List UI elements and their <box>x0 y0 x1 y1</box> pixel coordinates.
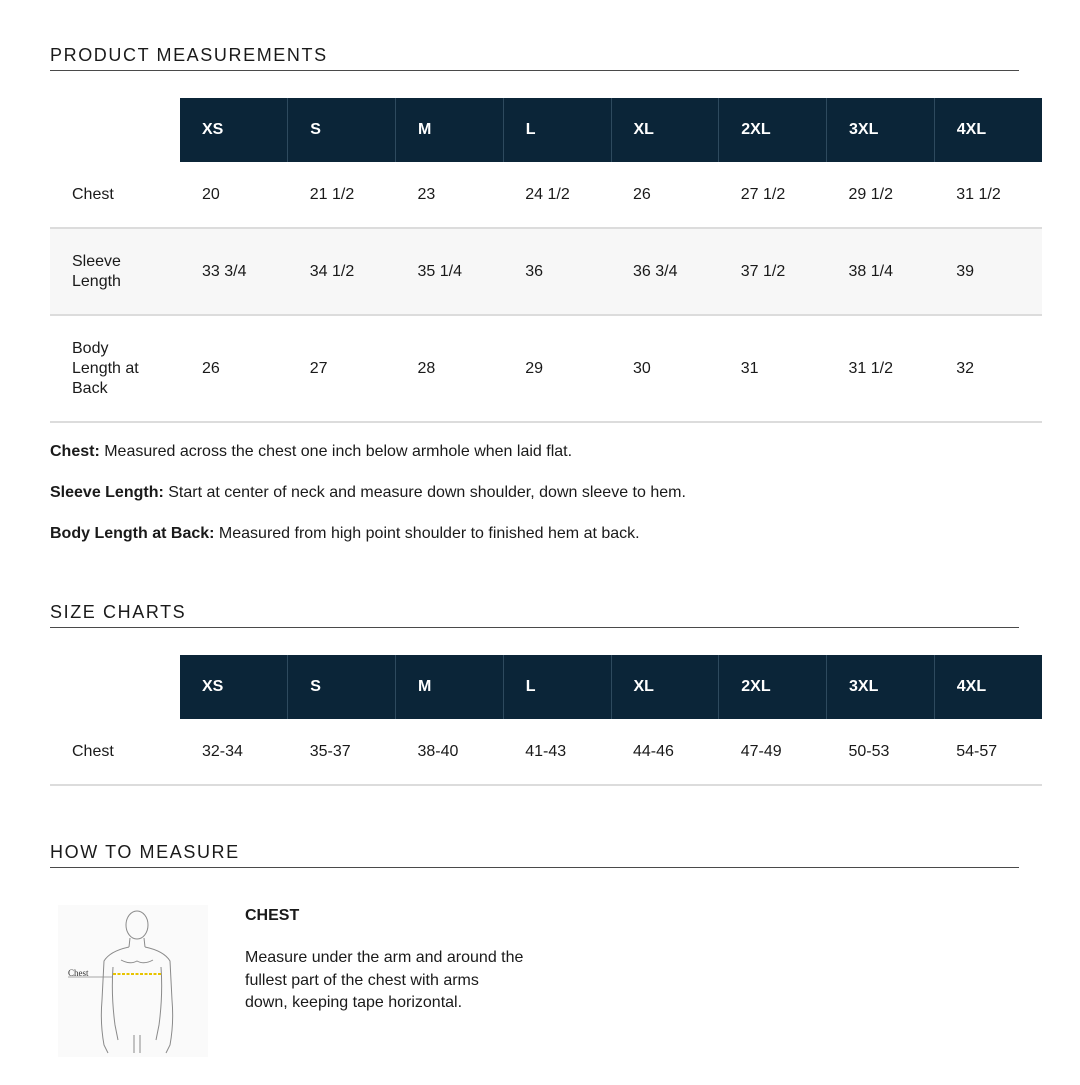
size-header-s: S <box>288 98 396 162</box>
table-cell: 35 1/4 <box>396 228 504 315</box>
size-header-2xl: 2XL <box>719 98 827 162</box>
size-header-s: S <box>288 655 396 719</box>
row-label-chest: Chest <box>50 719 180 785</box>
size-charts-title: SIZE CHARTS <box>50 601 1019 628</box>
product-measurements-title: PRODUCT MEASUREMENTS <box>50 44 1019 71</box>
measure-chest-title: CHEST <box>245 907 300 924</box>
table-cell: 38 1/4 <box>827 228 935 315</box>
table-header-row <box>50 98 1042 162</box>
size-header-2xl: 2XL <box>719 655 827 719</box>
table-cell: 31 1/2 <box>827 315 935 422</box>
table-cell: 30 <box>611 315 719 422</box>
chest-measure-figure <box>58 905 208 1057</box>
note-term: Sleeve Length: <box>50 484 164 501</box>
table-cell: 38-40 <box>396 719 504 785</box>
note-text: Start at center of neck and measure down shoulder, down sleeve to hem. <box>163 484 686 501</box>
size-header-l: L <box>503 98 611 162</box>
table-cell: 20 <box>180 162 288 228</box>
table-cell: 26 <box>611 162 719 228</box>
table-cell: 36 3/4 <box>611 228 719 315</box>
table-cell: 21 1/2 <box>288 162 396 228</box>
table-cell: 24 1/2 <box>503 162 611 228</box>
table-cell: 31 1/2 <box>934 162 1042 228</box>
table-cell: 29 <box>503 315 611 422</box>
size-header-xl: XL <box>611 655 719 719</box>
size-header-m: M <box>396 655 504 719</box>
table-cell: 54-57 <box>934 719 1042 785</box>
row-label-chest: Chest <box>50 162 180 228</box>
table-cell: 28 <box>396 315 504 422</box>
table-cell: 27 1/2 <box>719 162 827 228</box>
size-header-m: M <box>396 98 504 162</box>
table-row <box>50 719 1042 785</box>
table-cell: 50-53 <box>827 719 935 785</box>
table-cell: 35-37 <box>288 719 396 785</box>
figure-chest-label: Chest <box>68 968 89 978</box>
table-cell: 33 3/4 <box>180 228 288 315</box>
size-header-l: L <box>503 655 611 719</box>
table-cell: 37 1/2 <box>719 228 827 315</box>
how-to-measure-title: HOW TO MEASURE <box>50 841 1019 868</box>
table-cell: 27 <box>288 315 396 422</box>
note-text: Measured across the chest one inch below armhole when laid flat. <box>99 443 573 460</box>
table-cell: 36 <box>503 228 611 315</box>
row-label-body-length: Body Length at Back <box>50 315 180 422</box>
table-row <box>50 228 1042 315</box>
header-blank-cell <box>50 655 180 719</box>
note-body-length <box>50 523 686 545</box>
table-cell: 47-49 <box>719 719 827 785</box>
table-cell: 32-34 <box>180 719 288 785</box>
size-header-3xl: 3XL <box>827 655 935 719</box>
table-row <box>50 162 1042 228</box>
size-header-4xl: 4XL <box>934 98 1042 162</box>
size-header-xs: XS <box>180 655 288 719</box>
table-cell: 29 1/2 <box>827 162 935 228</box>
table-header-row <box>50 655 1042 719</box>
size-header-4xl: 4XL <box>934 655 1042 719</box>
note-text: Measured from high point shoulder to finished hem at back. <box>214 525 640 542</box>
product-measurements-table <box>50 98 1042 423</box>
table-cell: 26 <box>180 315 288 422</box>
row-label-sleeve-length: Sleeve Length <box>50 228 180 315</box>
table-cell: 44-46 <box>611 719 719 785</box>
measurement-notes <box>50 441 686 564</box>
table-cell: 34 1/2 <box>288 228 396 315</box>
table-cell: 32 <box>934 315 1042 422</box>
table-cell: 31 <box>719 315 827 422</box>
note-term: Body Length at Back: <box>50 525 215 542</box>
size-header-3xl: 3XL <box>827 98 935 162</box>
size-header-xl: XL <box>611 98 719 162</box>
size-header-xs: XS <box>180 98 288 162</box>
table-cell: 39 <box>934 228 1042 315</box>
measure-chest-instructions: Measure under the arm and around the fullest part of the chest with arms down, keeping tape horizontal. <box>245 949 524 1011</box>
table-row <box>50 315 1042 422</box>
note-term: Chest: <box>50 443 100 460</box>
note-chest <box>50 441 686 463</box>
header-blank-cell <box>50 98 180 162</box>
table-cell: 23 <box>396 162 504 228</box>
table-cell: 41-43 <box>503 719 611 785</box>
size-chart-table <box>50 655 1042 786</box>
note-sleeve-length <box>50 482 686 504</box>
